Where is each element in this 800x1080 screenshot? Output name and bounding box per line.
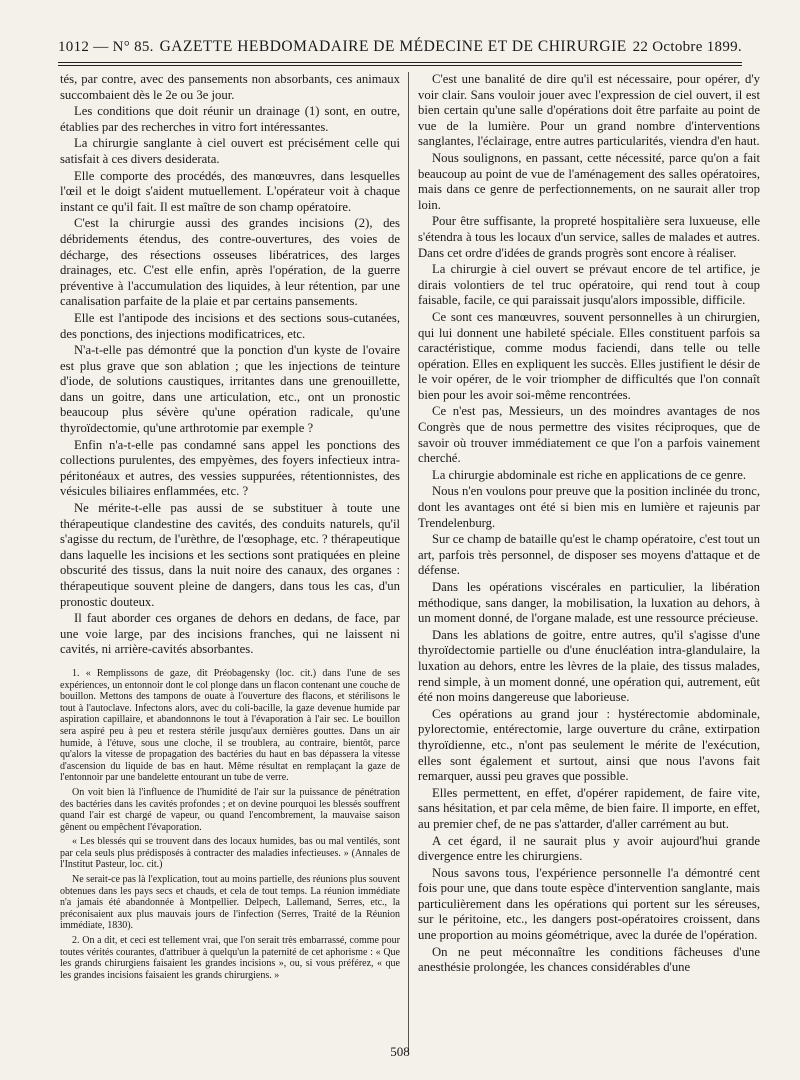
paragraph: Nous savons tous, l'expérience personnelle l'a démontré cent fois pour une, que dans toute espèce d'intervention sanglante, mais particulièrement dans les opérations qui portent sur les séreuses, sur le péritoine, etc., les dangers post-opératoires croissent, dans une proportion au moins géométrique, avec la durée de l'opération. <box>418 865 760 943</box>
paragraph: Nous soulignons, en passant, cette nécessité, parce qu'on a fait beaucoup au point de vue de l'aménagement des salles opératoires, mais dans ce genre de perfectionnements, on ne saurait aller trop loin. <box>418 150 760 212</box>
paragraph: La chirurgie à ciel ouvert se prévaut encore de tel artifice, je dirais volontiers de tel truc opératoire, qui rend tout à coup faisable, facile, ce qui paraissait jusqu'alors impossible, difficile. <box>418 262 760 308</box>
issue-number: 1012 — N° 85. <box>58 39 154 55</box>
right-column <box>418 72 760 977</box>
paragraph: tés, par contre, avec des pansements non absorbants, ces animaux succombaient dès le 2e ou 3e jour. <box>60 72 400 102</box>
paragraph: La chirurgie sanglante à ciel ouvert est précisément celle qui satisfait à ces divers desiderata. <box>60 136 400 166</box>
header-rule <box>58 62 742 66</box>
paragraph: On ne peut méconnaître les conditions fâcheuses d'une anesthésie prolongée, les chances considérables d'une <box>418 944 760 975</box>
page-number: 508 <box>390 1044 410 1059</box>
paragraph: Elles permettent, en effet, d'opérer rapidement, de faire vite, sans hésitation, et par cela même, de bien faire. Il importe, en effet, au premier chef, de ne pas s'attarder, d'aller carrément au but. <box>418 785 760 831</box>
footnote: Ne serait-ce pas là l'explication, tout au moins partielle, des réunions plus souvent obtenues dans les pays secs et chauds, et cela de tout temps. La réunion immédiate n'a jamais été abandonnée à Montpellier. Delpech, Lallemand, Serres, etc., la préconisaient aux plus mauvais jours de l'infection (Serres, Traité de la Réunion immédiate, 1830). <box>60 874 400 932</box>
paragraph: A cet égard, il ne saurait plus y avoir aujourd'hui grande divergence entre les chirurgiens. <box>418 833 760 864</box>
issue-date: 22 Octobre 1899. <box>632 39 742 55</box>
running-header <box>58 38 742 56</box>
paragraph: Elle est l'antipode des incisions et des sections sous-cutanées, des ponctions, des injections modificatrices, etc. <box>60 310 400 341</box>
footnote: « Les blessés qui se trouvent dans des locaux humides, bas ou mal ventilés, sont par cela seuls plus prédisposés à contracter des maladies infectieuses. » (Annales de l'Institut Pasteur, loc. cit.) <box>60 836 400 871</box>
paragraph: Dans les opérations viscérales en particulier, la libération méthodique, sans danger, la mobilisation, la luxation au dehors, à un moment donné, de l'organe malade, est une ressource précieuse. <box>418 580 760 626</box>
paragraph: Il faut aborder ces organes de dehors en dedans, de face, par une voie large, par des incisions franches, qui ne laissent ni cavités, ni arrière-cavités absorbantes. <box>60 611 400 657</box>
paragraph: C'est la chirurgie aussi des grandes incisions (2), des débridements étendus, des contre-ouvertures, des voies de décharge, des résections osseuses libératrices, des larges drainages, etc. C'est elle enfin, après l'opération, de la guerre préventive à l'accumulation des liquides, à leur rétention, par une canalisation parfaite de la plaie et par certains pansements. <box>60 216 400 309</box>
paragraph: Enfin n'a-t-elle pas condamné sans appel les ponctions des collections purulentes, des empyèmes, des foyers infectieux intra-péritonéaux et autres, des vessies suppurées, rétentionnistes, des vésicules biliaires enflammées, etc. ? <box>60 437 400 499</box>
footnote: 2. On a dit, et ceci est tellement vrai, que l'on serait très embarrassé, comme pour toutes vérités courantes, d'attribuer à quelqu'un la paternité de cet aphorisme : « Que les grands chirurgiens faisaient les grandes incisions », ou, si vous préférez, « que les grandes incisions faisaient les grands chirurgiens. » <box>60 935 400 981</box>
paragraph: Elle comporte des procédés, des manœuvres, dans lesquelles l'œil et le doigt s'aident mutuellement. L'opérateur voit à chaque instant ce qu'il fait. Il est maître de son champ opératoire. <box>60 168 400 214</box>
column-divider <box>408 72 409 1052</box>
paragraph: Sur ce champ de bataille qu'est le champ opératoire, c'est tout un art, parfois très personnel, de disposer ses moyens d'attaque et de défense. <box>418 532 760 578</box>
footnote: On voit bien là l'influence de l'humidité de l'air sur la puissance de pénétration des bactéries dans les cavités profondes ; et on devine pourquoi les blessés souffrent quand l'air est chargé de vapeur, ou quand l'encombrement, la mauvaise saison gênent ou empêchent l'évaporation. <box>60 786 400 833</box>
paragraph: N'a-t-elle pas démontré que la ponction d'un kyste de l'ovaire est plus grave que son ablation ; que les injections de teinture d'iode, de solutions caustiques, irritantes dans une grenouillette, dans un goitre, dans une articulation, etc., ont un pronostic beaucoup plus sévère qu'une opération radicale, qu'une thyroïdectomie, qu'une arthrotomie par exemple ? <box>60 343 400 436</box>
footnote: 1. « Remplissons de gaze, dit Préobagensky (loc. cit.) dans l'une de ses expériences, un entonnoir dont le col plonge dans un flacon contenant une couche de bouillon. Mettons des tampons de ouate à l'ouverture des flacons, et stérilisons le tout à l'autoclave. Infectons alors, avec du coli-bacille, la gaze devenue humide par aspiration capillaire, et abandonnons le tout à l'évaporation à l'air sec. Le bouillon sera aspiré peu à peu et restera stérile jusqu'aux dernières gouttes. Dans un air humide, à l'étuve, sous une cloche, il se troublera, au contraire, bientôt, parce qu'alors la vitesse de propagation des bactéries du haut en bas dépassera la vitesse d'ascension du liquide de bas en haut. Même résultat en remplaçant la gaze de l'entonnoir par une bandelette entourant un tube de verre. <box>60 667 400 784</box>
paragraph: Nous n'en voulons pour preuve que la position inclinée du tronc, dont les avantages ont été si bien mis en lumière et rajeunis par Trendelenburg. <box>418 484 760 530</box>
paragraph: Ce sont ces manœuvres, souvent personnelles à un chirurgien, qui lui donnent une habileté spéciale. Elles constituent parfois sa caractéristique, comme modus faciendi, dans telle ou telle opération. Elles en expliquent les succès. Elles justifient le désir de le voir opérer, de le voir triompher de difficultés que l'on connaît bien pour les avoir soi-même rencontrées. <box>418 309 760 402</box>
paragraph: C'est une banalité de dire qu'il est nécessaire, pour opérer, d'y voir clair. Sans vouloir jouer avec l'expression de ciel ouvert, il est bien certain qu'une salle d'opérations doit être parfaite au point de vue de la lumière. Pour un grand nombre d'interventions sanglantes, l'éclairage, entre autres particularités, viendra d'en haut. <box>418 72 760 149</box>
paragraph: Les conditions que doit réunir un drainage (1) sont, en outre, établies par des recherches in vitro fort intéressantes. <box>60 104 400 134</box>
paragraph: Dans les ablations de goitre, entre autres, qu'il s'agisse d'une thyroïdectomie partielle ou d'une énucléation intra-glandulaire, la luxation au dehors, entre les lèvres de la plaie, des tissus malades, rend simple, à un moment donné, une opération qui, autrement, eût été non moins dangereuse que laborieuse. <box>418 627 760 705</box>
paragraph: Pour être suffisante, la propreté hospitalière sera luxueuse, elle s'étendra à tous les locaux d'un service, salles de malades et autres. Dans cet ordre d'idées de grands progrès sont encore à réaliser. <box>418 214 760 260</box>
left-column <box>60 72 400 984</box>
paragraph: Ces opérations au grand jour : hystérectomie abdominale, pylorectomie, entérectomie, large ouverture du crâne, extirpation thyroïdienne, etc., n'ont pas seulement le mérite de l'exécution, elles sont également et surtout, ainsi que nous l'avons fait remarquer, aussi peu graves que possible. <box>418 706 760 784</box>
paragraph: Ce n'est pas, Messieurs, un des moindres avantages de nos Congrès que de nous permettre des visites réciproques, que de savoir où trouver immédiatement ce que l'on a parfois vainement cherché. <box>418 404 760 466</box>
paragraph: Ne mérite-t-elle pas aussi de se substituer à toute une thérapeutique clandestine des cavités, des conduits naturels, qu'il s'agisse du rectum, de l'urèthre, de l'œsophage, etc. ? thérapeutique dans laquelle les incisions et les sections sont pratiquées en pleine obscurité des tissus, dans la nuit noire des canaux, des organes : thérapeutique souvent pleine de dangers, dans tous les cas, d'un pronostic douteux. <box>60 501 400 609</box>
paragraph: La chirurgie abdominale est riche en applications de ce genre. <box>432 467 746 482</box>
footnotes <box>60 668 400 981</box>
journal-title: GAZETTE HEBDOMADAIRE DE MÉDECINE ET DE CHIRURGIE <box>159 38 627 55</box>
